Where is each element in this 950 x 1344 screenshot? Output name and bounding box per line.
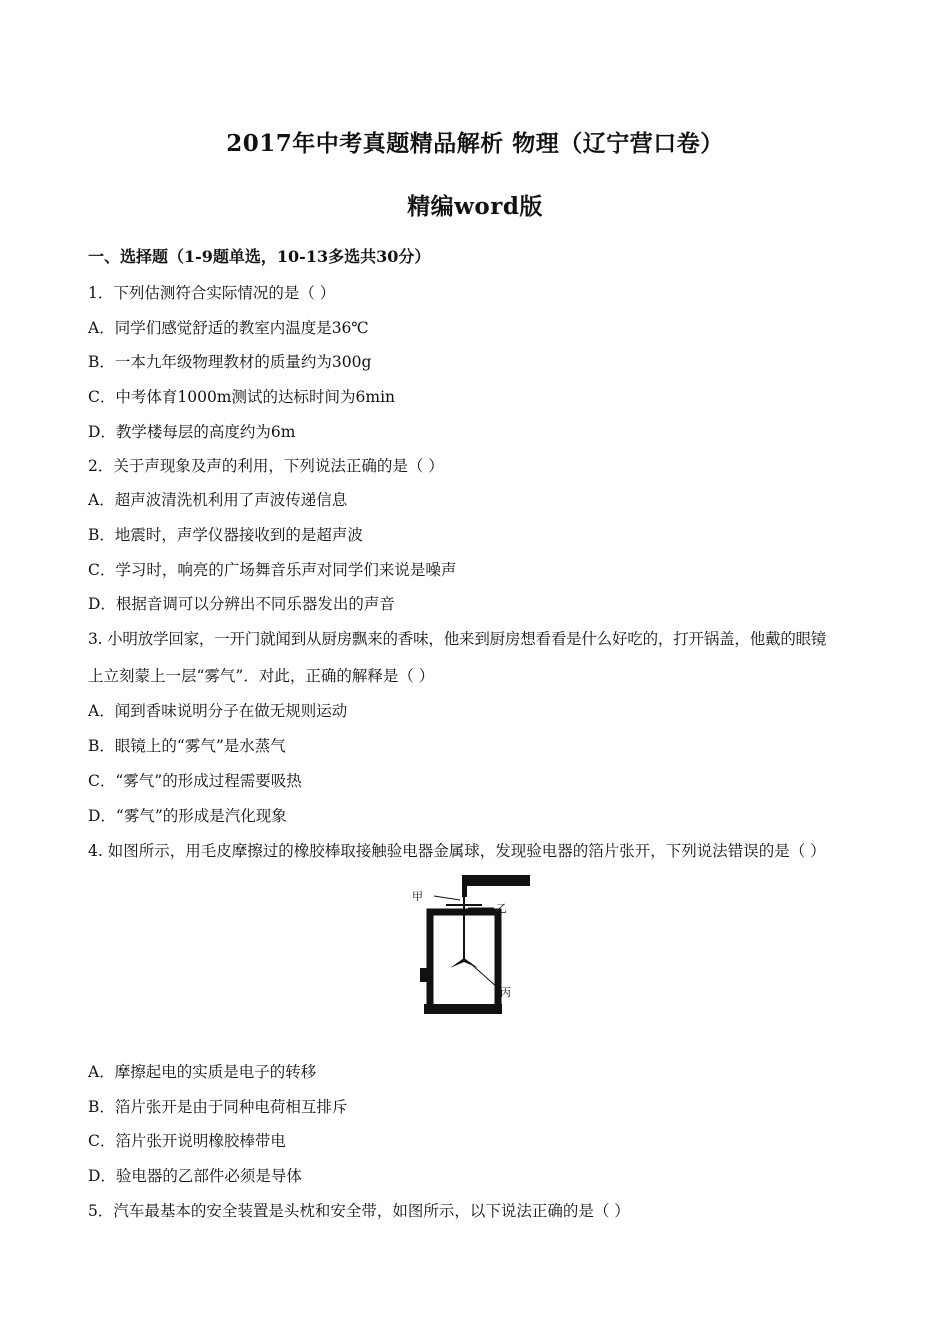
question-2-option-a: A．超声波清洗机利用了声波传递信息 xyxy=(88,491,348,509)
question-2-option-d: D．根据音调可以分辨出不同乐器发出的声音 xyxy=(88,595,395,613)
question-3-stem-line2: 上立刻蒙上一层“雾气”．对此，正确的解释是（ ） xyxy=(88,667,435,685)
question-1-option-c: C．中考体育1000m测试的达标时间为6min xyxy=(88,388,396,406)
question-2-option-b: B．地震时，声学仪器接收到的是超声波 xyxy=(88,526,363,544)
question-1-option-a: A．同学们感觉舒适的教室内温度是36℃ xyxy=(88,319,369,337)
question-5-stem: 5．汽车最基本的安全装置是头枕和安全带，如图所示，以下说法正确的是（ ） xyxy=(88,1202,630,1220)
question-1-stem: 1．下列估测符合实际情况的是（ ） xyxy=(88,284,336,302)
question-3-option-d: D．“雾气”的形成是汽化现象 xyxy=(88,807,287,825)
document-subtitle: 精编word版 xyxy=(407,193,543,220)
electroscope-base xyxy=(424,1004,502,1014)
document-title: 2017年中考真题精品解析 物理（辽宁营口卷） xyxy=(226,130,724,157)
question-1-option-d: D．教学楼每层的高度约为6m xyxy=(88,423,296,441)
question-4-option-d: D．验电器的乙部件必须是导体 xyxy=(88,1167,302,1185)
question-4-option-b: B．箔片张开是由于同种电荷相互排斥 xyxy=(88,1098,348,1116)
electroscope-side-tab xyxy=(420,968,428,982)
question-1-option-b: B．一本九年级物理教材的质量约为300g xyxy=(88,353,372,371)
question-4-option-c: C．箔片张开说明橡胶棒带电 xyxy=(88,1132,286,1150)
electroscope-leaf-left xyxy=(450,958,464,968)
label-pointer-bing xyxy=(470,963,498,988)
question-4-stem: 4. 如图所示，用毛皮摩擦过的橡胶棒取接触验电器金属球，发现验电器的箔片张开，下列说法错误的是（ ） xyxy=(88,842,826,860)
figure-label-jia: 甲 xyxy=(412,890,423,903)
question-3-option-c: C．“雾气”的形成过程需要吸热 xyxy=(88,772,302,790)
figure-label-yi: 乙 xyxy=(496,902,507,915)
figure-label-bing: 丙 xyxy=(500,986,511,999)
electroscope-figure xyxy=(410,870,538,1025)
electroscope-leaf-right xyxy=(464,958,478,968)
question-3-option-b: B．眼镜上的“雾气”是水蒸气 xyxy=(88,737,286,755)
question-2-option-c: C．学习时，响亮的广场舞音乐声对同学们来说是噪声 xyxy=(88,561,457,579)
electroscope-connector xyxy=(462,875,467,897)
question-3-option-a: A．闻到香味说明分子在做无规则运动 xyxy=(88,702,348,720)
electroscope-top-rod xyxy=(462,875,530,886)
question-3-stem-line1: 3. 小明放学回家，一开门就闻到从厨房飘来的香味，他来到厨房想看看是什么好吃的，打开锅盖，他戴的眼镜 xyxy=(88,630,827,648)
question-4-option-a: A．摩擦起电的实质是电子的转移 xyxy=(88,1063,317,1081)
section-heading: 一、选择题（1-9题单选，10-13多选共30分） xyxy=(88,247,431,266)
question-2-stem: 2．关于声现象及声的利用，下列说法正确的是（ ） xyxy=(88,457,444,475)
label-pointer-jia xyxy=(434,896,460,900)
